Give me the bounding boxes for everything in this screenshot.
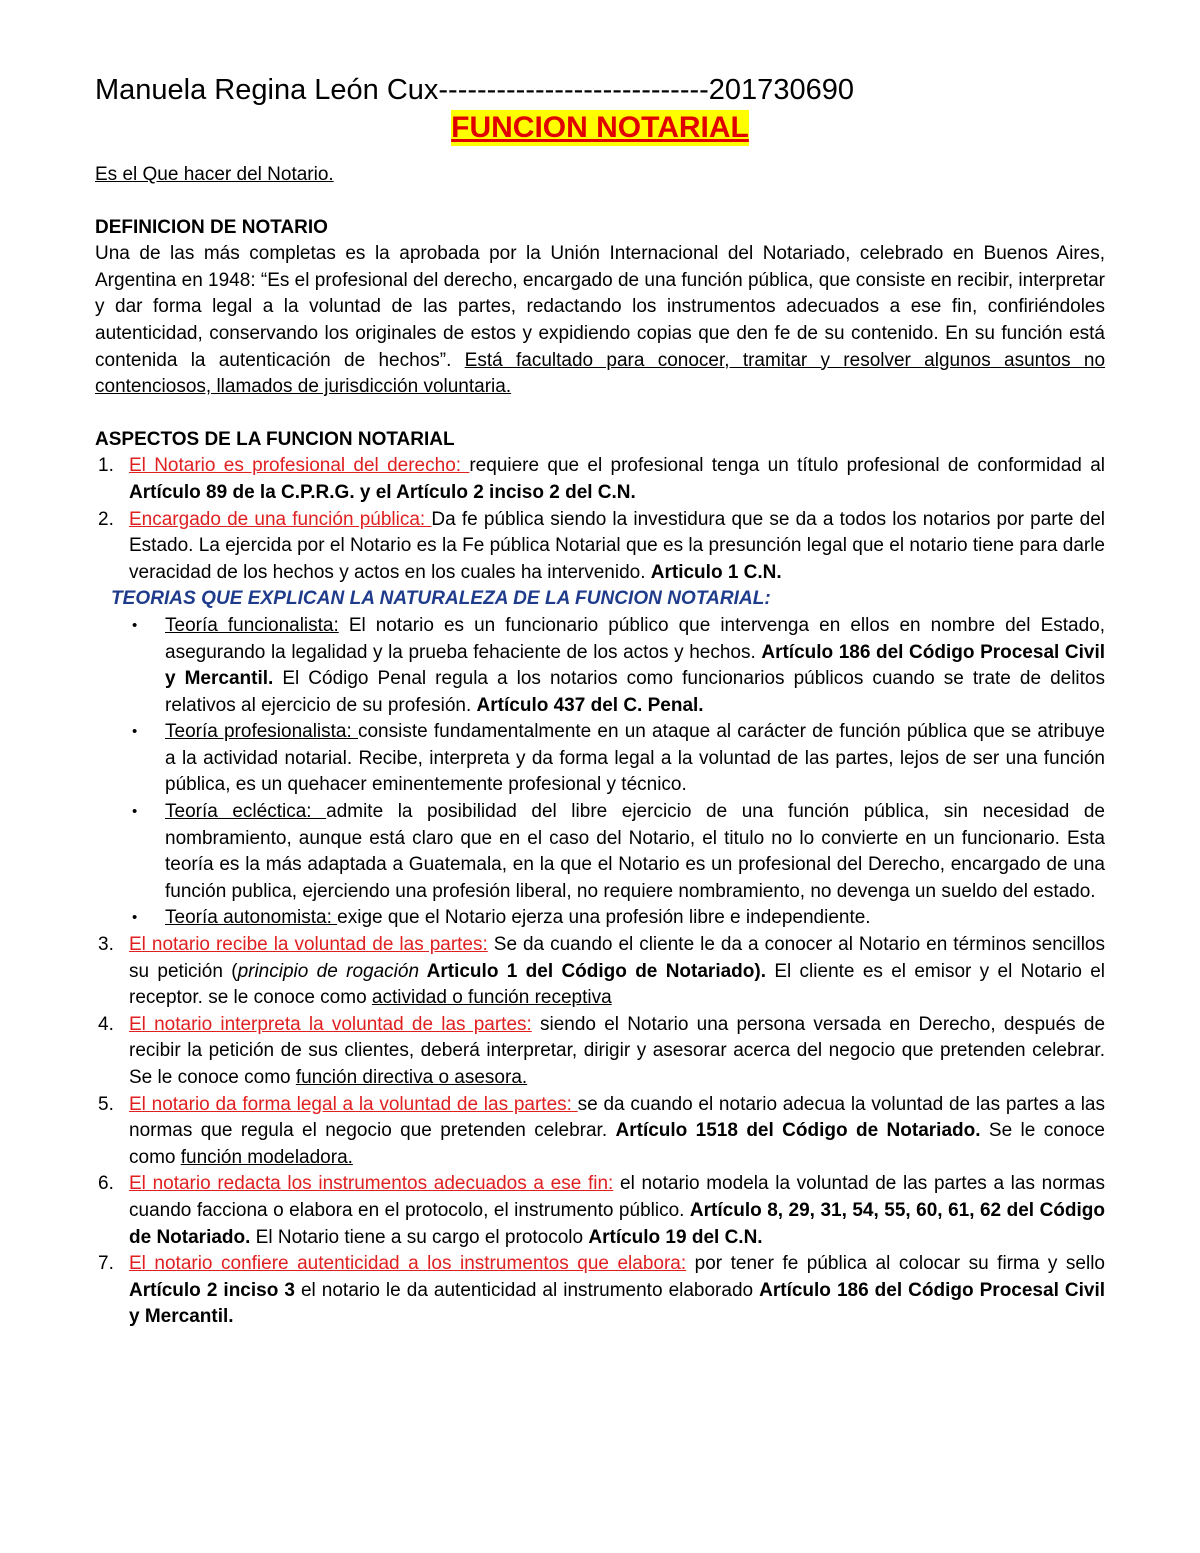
theory-item-2 [95, 719, 1105, 799]
item-text: Se le conoce como [129, 1120, 1105, 1168]
spacer [95, 189, 1105, 215]
list-number: 6. [98, 1173, 114, 1195]
item-underlined: actividad o función receptiva [371, 987, 612, 1009]
item-lead: El notario confiere autenticidad a los instrumentos que elabora: [129, 1253, 687, 1275]
item-lead: Encargado de una función pública: [129, 508, 432, 530]
item-lead: El notario redacta los instrumentos adecuados a ese fin: [129, 1173, 614, 1195]
item-text: se da cuando el notario adecua la voluntad de las partes a las normas que regula el negocio que pretenden celebrar. [129, 1093, 1105, 1142]
item-text: Se da cuando el cliente le da a conocer al Notario en términos sencillos su petición ( [129, 934, 1105, 982]
item-text: siendo el Notario una persona versada en Derecho, después de recibir la petición de sus clientes, deberá interpretar, dirigir y asesorar acerca del negocio que pretenden celebrar. Se le conoce como [129, 1013, 1106, 1088]
theory-text: exige que el Notario ejerza una profesión libre e independiente. [337, 907, 871, 929]
list-item-4 [95, 1012, 1105, 1092]
theory-text: admite la posibilidad del libre ejercicio de una función pública, sin necesidad de nombramiento, aunque está claro que en el caso del Notario, el titulo no lo convierte en un funcionario. Esta teoría es la más adaptada a Guatemala, en la que el Notario es un profesional del Derecho, encargado de una función publica, ejerciendo una profesión liberal, no requiere nombramiento, no devenga un sueldo del estado. [165, 801, 1105, 902]
theory-lead: Teoría ecléctica: [165, 801, 327, 823]
item-bold: Artículo 19 del C.N. [588, 1226, 763, 1248]
list-item-7 [95, 1251, 1105, 1331]
item-text: por tener fe pública al colocar su firma y sello [686, 1253, 1105, 1275]
definition-paragraph [95, 241, 1105, 401]
theory-lead: Teoría autonomista: [165, 907, 338, 929]
list-number: 2. [98, 508, 114, 530]
item-text: Da fe pública siendo la investidura que se da a todos los notarios por parte del Estado. La ejercida por el Notario es la Fe pública Notarial que es la presunción legal que el notario tiene para darle veracidad de los hechos y actos en los cuales ha intervenido. [129, 508, 1106, 583]
bullet-icon: • [132, 803, 138, 821]
definition-text: Una de las más completas es la aprobada por la Unión Internacional del Notariado, celebrado en Buenos Aires, Argentina en 1948: “Es el profesional del derecho, encargado de una función pública, que consiste en recibir, interpretar y dar forma legal a la voluntad de las partes, redactando los instrumentos adecuados a ese fin, confiriéndoles autenticidad, conservando los originales de estos y expidiendo copias que den fe de su contenido. En su función está contenida la autenticación de hechos”. [95, 243, 1105, 371]
list-number: 1. [98, 455, 114, 477]
theory-item-3 [95, 799, 1105, 905]
item-text: El Notario tiene a su cargo el protocolo [250, 1226, 589, 1248]
item-bold: Artículo 89 de la C.P.R.G. y el Artículo 2 inciso 2 del C.N. [129, 481, 636, 503]
theory-lead: Teoría funcionalista: [165, 614, 339, 636]
title-container [95, 110, 1105, 148]
item-text: El cliente es el emisor y el Notario el receptor. se le conoce como [129, 960, 1106, 1009]
list-number: 3. [98, 934, 114, 956]
theory-text: consiste fundamentalmente en un ataque al carácter de función pública que se atribuye a la actividad notarial. Recibe, interpreta y da forma legal a la voluntad de las partes, lejos de ser una función pública, es un quehacer eminentemente profesional y técnico. [165, 721, 1105, 796]
spacer [95, 401, 1105, 427]
theory-item-4 [95, 905, 1105, 932]
author-line: Manuela Regina León Cux----------------------------201730690 [95, 74, 854, 106]
item-bold: Articulo 1 del Código de Notariado). [419, 960, 766, 982]
item-text: requiere que el profesional tenga un título profesional de conformidad al [469, 455, 1105, 477]
theory-text: El Código Penal regula a los notarios como funcionarios públicos cuando se trate de delitos relativos al ejercicio de su profesión. [165, 668, 1105, 716]
theories-heading: TEORIAS QUE EXPLICAN LA NATURALEZA DE LA FUNCION NOTARIAL: [111, 588, 771, 610]
document-title: FUNCION NOTARIAL [451, 111, 749, 144]
item-bold: Artículo 1518 del Código de Notariado. [615, 1120, 981, 1142]
definition-underlined: Está facultado para conocer, tramitar y resolver algunos asuntos no contenciosos, llamados de jurisdicción voluntaria. [95, 349, 1106, 398]
theory-text: El notario es un funcionario público que intervenga en ellos en nombre del Estado, asegurando la legalidad y la prueba fehaciente de los actos y hechos. [165, 614, 1105, 663]
item-lead: El notario interpreta la voluntad de las partes: [129, 1013, 532, 1035]
list-item-2 [95, 507, 1105, 587]
item-bold: Artículo 8, 29, 31, 54, 55, 60, 61, 62 del Código de Notariado. [129, 1199, 1105, 1248]
definition-heading: DEFINICION DE NOTARIO [95, 216, 328, 238]
list-number: 7. [98, 1253, 114, 1275]
item-text: el notario modela la voluntad de las partes a las normas cuando facciona o elabora en el protocolo, el instrumento público. [129, 1173, 1105, 1221]
list-item-3 [95, 932, 1105, 1012]
theory-item-1 [95, 613, 1105, 719]
item-text: el notario le da autenticidad al instrumento elaborado [294, 1279, 760, 1301]
intro-text: Es el Que hacer del Notario. [95, 164, 334, 185]
list-item-5 [95, 1092, 1105, 1172]
item-bold: Artículo 2 inciso 3 [129, 1279, 295, 1301]
theory-lead: Teoría profesionalista: [165, 721, 358, 743]
aspects-heading: ASPECTOS DE LA FUNCION NOTARIAL [95, 428, 455, 450]
bullet-icon: • [132, 909, 138, 927]
theory-bold: Artículo 437 del C. Penal. [476, 694, 704, 716]
item-underlined: función modeladora. [180, 1146, 353, 1168]
item-bold: Articulo 1 C.N. [650, 561, 782, 583]
item-italic: principio de rogación [237, 960, 420, 982]
item-underlined: función directiva o asesora. [295, 1067, 528, 1088]
bullet-icon: • [132, 723, 138, 741]
list-item-6 [95, 1171, 1105, 1251]
item-lead: El notario recibe la voluntad de las partes: [129, 934, 488, 956]
bullet-icon: • [132, 616, 138, 634]
list-item-1 [95, 453, 1105, 506]
document-body [95, 72, 1105, 1331]
theory-bold: Artículo 186 del Código Procesal Civil y Mercantil. [165, 641, 1106, 690]
item-lead: El notario da forma legal a la voluntad de las partes: [129, 1093, 578, 1115]
item-bold: Artículo 186 del Código Procesal Civil y Mercantil. [129, 1279, 1106, 1328]
list-number: 4. [98, 1013, 114, 1035]
list-number: 5. [98, 1093, 114, 1115]
item-lead: El Notario es profesional del derecho: [129, 455, 470, 477]
